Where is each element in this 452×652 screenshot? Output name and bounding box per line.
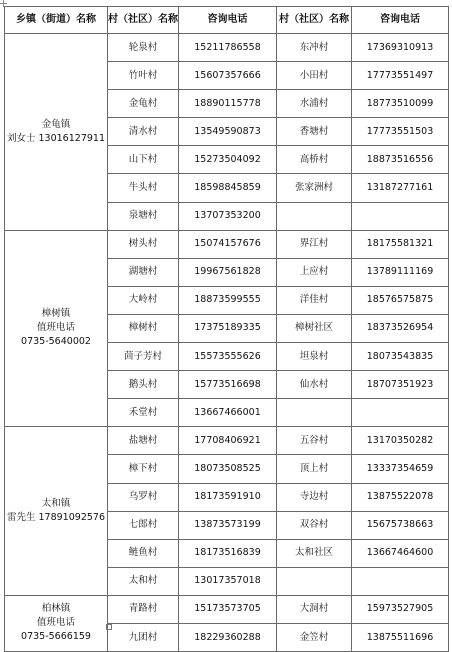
header-phone-left: 咨询电话 — [179, 7, 277, 34]
town-line: 值班电话 — [36, 322, 75, 334]
town-line: 太和镇 — [41, 498, 71, 510]
table-row — [5, 34, 449, 62]
phone-left-cell: 13707353200 — [179, 202, 277, 230]
village-right-cell: 太和社区 — [277, 539, 352, 567]
phone-right-cell: 18873516556 — [352, 146, 449, 174]
header-town: 乡镇（街道）名称 — [5, 7, 108, 34]
village-left-cell: 泉塘村 — [108, 202, 179, 230]
table-row — [5, 427, 449, 455]
table-row — [5, 230, 449, 258]
village-right-cell: 上应村 — [277, 258, 352, 286]
phone-left-cell: 15173573705 — [179, 595, 277, 623]
village-left-cell: 树头村 — [108, 230, 179, 258]
phone-left-cell: 18890115778 — [179, 90, 277, 118]
village-right-cell: 小田村 — [277, 62, 352, 90]
village-right-cell: 双谷村 — [277, 511, 352, 539]
phone-left-cell: 17375189335 — [179, 314, 277, 342]
table-row — [5, 595, 449, 623]
village-right-cell: 顶上村 — [277, 455, 352, 483]
phone-left-cell: 18173591910 — [179, 483, 277, 511]
phone-left-cell: 18229360288 — [179, 623, 277, 651]
phone-right-cell: 17369310913 — [352, 34, 449, 62]
town-line: 刘女士 13016127911 — [6, 132, 105, 144]
phone-left-cell: 18598845859 — [179, 174, 277, 202]
phone-left-cell: 18073508525 — [179, 455, 277, 483]
phone-right-cell: 18373526954 — [352, 314, 449, 342]
phone-right-cell — [352, 202, 449, 230]
phone-right-cell: 13187277161 — [352, 174, 449, 202]
phone-left-cell: 13549590873 — [179, 118, 277, 146]
table-body — [5, 34, 449, 652]
phone-left-cell: 13017357018 — [179, 567, 277, 595]
town-line: 柏林镇 — [41, 603, 71, 615]
village-right-cell: 界江村 — [277, 230, 352, 258]
village-right-cell: 寺边村 — [277, 483, 352, 511]
village-right-cell: 五谷村 — [277, 427, 352, 455]
phone-left-cell: 19967561828 — [179, 258, 277, 286]
village-left-cell: 樟树村 — [108, 314, 179, 342]
town-line: 0735-5640002 — [21, 336, 91, 348]
village-left-cell: 樟下村 — [108, 455, 179, 483]
phone-right-cell — [352, 567, 449, 595]
village-right-cell: 仙水村 — [277, 371, 352, 399]
village-right-cell — [277, 567, 352, 595]
village-left-cell: 鲢鱼村 — [108, 539, 179, 567]
phone-right-cell: 15973527905 — [352, 595, 449, 623]
phone-right-cell: 18073543835 — [352, 343, 449, 371]
village-right-cell: 东冲村 — [277, 34, 352, 62]
village-left-cell: 太和村 — [108, 567, 179, 595]
village-left-cell: 大岭村 — [108, 286, 179, 314]
town-cell — [5, 427, 108, 596]
header-village-left: 村（社区）名称 — [108, 7, 179, 34]
header-village-right: 村（社区）名称 — [277, 7, 352, 34]
village-left-cell: 轮泉村 — [108, 34, 179, 62]
town-cell — [5, 34, 108, 231]
village-left-cell: 青路村 — [108, 595, 179, 623]
phone-right-cell: 13875511696 — [352, 623, 449, 651]
village-right-cell: 张家洲村 — [277, 174, 352, 202]
phone-left-cell: 18173516839 — [179, 539, 277, 567]
phone-right-cell: 13789111169 — [352, 258, 449, 286]
consultation-phone-table — [4, 6, 449, 652]
phone-right-cell: 18707351923 — [352, 371, 449, 399]
village-right-cell: 樟树社区 — [277, 314, 352, 342]
village-left-cell: 鹅头村 — [108, 371, 179, 399]
phone-right-cell: 17773551503 — [352, 118, 449, 146]
town-line: 金龟镇 — [41, 118, 71, 130]
phone-left-cell: 18873599555 — [179, 286, 277, 314]
phone-right-cell: 18576575875 — [352, 286, 449, 314]
phone-right-cell: 13875522078 — [352, 483, 449, 511]
phone-left-cell: 13873573199 — [179, 511, 277, 539]
village-right-cell: 水浦村 — [277, 90, 352, 118]
phone-right-cell: 18773510099 — [352, 90, 449, 118]
village-right-cell: 坦泉村 — [277, 343, 352, 371]
town-line: 雷先生 17891092576 — [6, 512, 105, 524]
village-right-cell — [277, 399, 352, 427]
village-left-cell: 七郎村 — [108, 511, 179, 539]
phone-right-cell: 15675738663 — [352, 511, 449, 539]
town-cell — [5, 595, 108, 651]
village-left-cell: 湖塘村 — [108, 258, 179, 286]
village-left-cell: 盐塘村 — [108, 427, 179, 455]
village-left-cell: 金龟村 — [108, 90, 179, 118]
phone-right-cell — [352, 399, 449, 427]
village-left-cell: 山下村 — [108, 146, 179, 174]
village-left-cell: 牛头村 — [108, 174, 179, 202]
village-right-cell — [277, 202, 352, 230]
town-line: 值班电话 — [36, 617, 75, 629]
village-right-cell: 洋佳村 — [277, 286, 352, 314]
phone-right-cell: 18175581321 — [352, 230, 449, 258]
town-line: 0735-5666159 — [21, 631, 91, 643]
village-left-cell: 乌罗村 — [108, 483, 179, 511]
phone-right-cell: 17773551497 — [352, 62, 449, 90]
village-left-cell: 禾堂村 — [108, 399, 179, 427]
village-left-cell: 竹叶村 — [108, 62, 179, 90]
phone-left-cell: 13667466001 — [179, 399, 277, 427]
phone-left-cell: 15573555626 — [179, 343, 277, 371]
phone-right-cell: 13337354659 — [352, 455, 449, 483]
table-resize-handle[interactable] — [106, 624, 112, 630]
phone-left-cell: 15273504092 — [179, 146, 277, 174]
phone-right-cell: 13170350282 — [352, 427, 449, 455]
village-right-cell: 大洞村 — [277, 595, 352, 623]
village-right-cell: 金笠村 — [277, 623, 352, 651]
header-row — [5, 7, 449, 34]
phone-left-cell: 15074157676 — [179, 230, 277, 258]
phone-left-cell: 15211786558 — [179, 34, 277, 62]
village-left-cell: 茴子芳村 — [108, 343, 179, 371]
phone-left-cell: 15773516698 — [179, 371, 277, 399]
town-cell — [5, 230, 108, 427]
town-line: 樟树镇 — [41, 308, 71, 320]
village-left-cell: 九团村 — [108, 623, 179, 651]
village-left-cell: 清水村 — [108, 118, 179, 146]
phone-right-cell: 13667464600 — [352, 539, 449, 567]
phone-left-cell: 15607357666 — [179, 62, 277, 90]
phone-left-cell: 17708406921 — [179, 427, 277, 455]
village-right-cell: 香塘村 — [277, 118, 352, 146]
header-phone-right: 咨询电话 — [352, 7, 449, 34]
village-right-cell: 高桥村 — [277, 146, 352, 174]
